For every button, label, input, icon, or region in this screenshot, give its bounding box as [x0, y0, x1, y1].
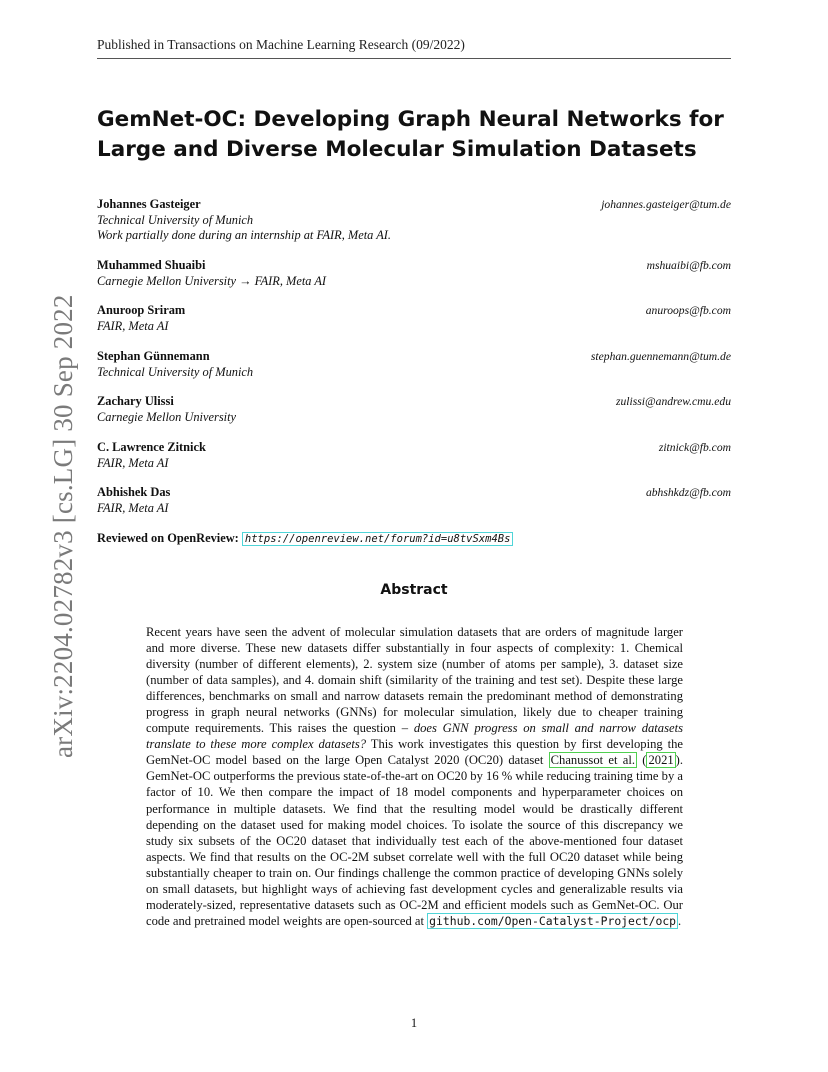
review-line [97, 531, 513, 546]
citation-link[interactable]: Chanussot et al. [550, 753, 635, 768]
author-block [97, 303, 731, 334]
author-email[interactable]: anuroops@fb.com [645, 304, 731, 317]
author-affiliation: FAIR, Meta AI [97, 318, 169, 333]
author-affiliation: FAIR, Meta AI [97, 500, 169, 515]
abstract-text: Recent years have seen the advent of molecular simulation datasets that are orders of magnitude larger and more diverse. These new datasets differ substantially in four aspects of complexity: 1. Chemical diversity (number of different elements), 2. system size (number of atoms per sample), 3. dataset size (number of data samples), and 4. domain shift (similarity of the training and test set). Despite these large differences, benchmarks on small and narrow datasets remain the predominant method of demonstrating progress in graph neural networks (GNNs) for molecular simulation, likely due to cheaper training compute requirements. This raises the question – does GNN progress on small and narrow datasets translate to these more complex datasets? This work investigates this question by first developing the GemNet-OC model based on the large Open Catalyst 2020 (OC20) dataset Chanussot et al. ( 2021 ). GemNet-OC outperforms the previous state-of-the-art on OC20 by 16 % while reducing training time by a factor of 10. We then compare the impact of 18 model components and hyperparameter choices on performance in multiple datasets. We find that the resulting model would be drastically different depending on the dataset used for making model choices. To isolate the source of this discrepancy we study six subsets of the OC20 dataset that individually test each of the above-mentioned four dataset aspects. We find that results on the OC-2M subset correlate well with the full OC20 dataset while being substantially cheaper to train on. Our findings challenge the common practice of developing GNNs solely on small datasets, but highlight ways of achieving fast development cycles and generalizable results via moderately-sized, representative datasets such as OC-2M and efficient models such as GemNet-OC. Our code and pretrained model weights are open-sourced at github.com/Open-Catalyst-Project/ocp . [146, 625, 683, 928]
abstract-question: does GNN progress on small and narrow datasets translate to these more complex datasets? [146, 721, 683, 752]
author-affiliation: FAIR, Meta AI [97, 455, 169, 470]
author-affiliation: Technical University of Munich [97, 364, 254, 379]
abstract-heading: Abstract [380, 582, 448, 598]
author-email[interactable]: johannes.gasteiger@tum.de [601, 198, 731, 211]
review-label: Reviewed on OpenReview: [97, 531, 239, 545]
author-name: Stephan Günnemann [97, 349, 210, 363]
author-affiliation: Carnegie Mellon University [97, 409, 237, 424]
abstract-part: This work investigates this question by first developing the GemNet-OC model based on the large Open Catalyst 2020 (OC20) dataset [146, 737, 683, 768]
author-affiliation: Carnegie Mellon University → FAIR, Meta AI [97, 273, 327, 288]
abstract-part: Recent years have seen the advent of molecular simulation datasets that are orders of magnitude larger and more diverse. These new datasets differ substantially in four aspects of complexity: 1. Chemical diversity (number of different elements), 2. system size (number of atoms per sample), 3. dataset size (number of data samples), and 4. domain shift (similarity of the training and test set). Despite these large differences, benchmarks on small and narrow datasets remain the predominant method of demonstrating progress in graph neural networks (GNNs) for molecular simulation, likely due to cheaper training compute requirements. This raises the question – [146, 625, 683, 736]
page-number: 1 [410, 1016, 418, 1030]
author-block [97, 485, 731, 516]
citation-year-link[interactable]: 2021 [648, 753, 674, 768]
author-name: Zachary Ulissi [97, 394, 174, 408]
author-affiliation: Technical University of Munich [97, 212, 254, 227]
author-name: Muhammed Shuaibi [97, 258, 206, 272]
author-block [97, 349, 731, 380]
arxiv-watermark: arXiv:2204.02782v3 [cs.LG] 30 Sep 2022 [48, 294, 78, 758]
openreview-link[interactable]: https://openreview.net/forum?id=u8tvSxm4Bs [242, 532, 514, 546]
github-link[interactable]: github.com/Open-Catalyst-Project/ocp [429, 913, 677, 928]
author-block [97, 258, 731, 289]
journal-header: Published in Transactions on Machine Learning Research (09/2022) [97, 37, 731, 59]
author-block [97, 394, 731, 425]
author-name: C. Lawrence Zitnick [97, 440, 206, 454]
author-email[interactable]: zitnick@fb.com [658, 441, 731, 454]
author-name: Abhishek Das [97, 485, 171, 499]
author-name: Anuroop Sriram [97, 303, 186, 317]
paper-title: GemNet-OC: Developing Graph Neural Networks for Large and Diverse Molecular Simulation Datasets [97, 107, 724, 162]
author-email[interactable]: abhshkdz@fb.com [645, 486, 731, 499]
author-block [97, 440, 731, 471]
abstract-part: GemNet-OC outperforms the previous state-of-the-art on OC20 by 16 % while reducing training time by a factor of 10. We then compare the impact of 18 model components and hyperparameter choices on performance in multiple datasets. We find that the resulting model would be drastically different depending on the dataset used for making model choices. To isolate the source of this discrepancy we study six subsets of the OC20 dataset that individually test each of the above-mentioned four dataset aspects. We find that results on the OC-2M subset correlate well with the full OC20 dataset while being substantially cheaper to train on. Our findings challenge the common practice of developing GNNs solely on small datasets, but highlight ways of achieving fast development cycles and generalizable results via moderately-sized, representative datasets such as OC-2M and efficient models such as GemNet-OC. Our code and pretrained model weights are open-sourced at [146, 769, 683, 928]
author-block [97, 197, 731, 244]
author-email[interactable]: zulissi@andrew.cmu.edu [615, 395, 731, 408]
author-note: Work partially done during an internship at FAIR, Meta AI. [97, 228, 392, 242]
author-name: Johannes Gasteiger [97, 197, 201, 211]
author-email[interactable]: mshuaibi@fb.com [646, 259, 731, 272]
author-email[interactable]: stephan.guennemann@tum.de [590, 350, 731, 363]
